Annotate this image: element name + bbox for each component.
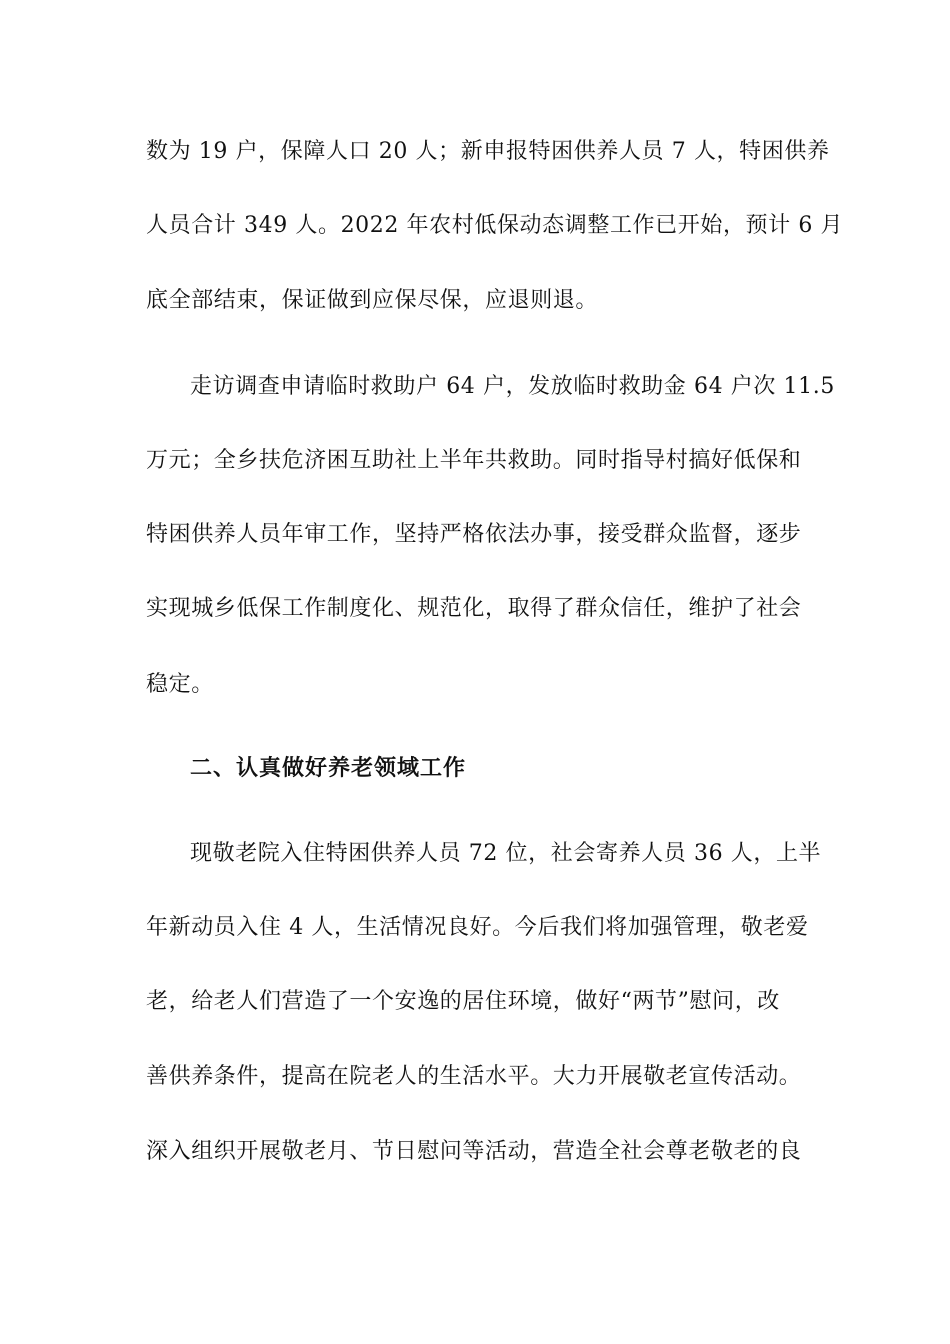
- paragraph-line: 深入组织开展敬老月、节日慰问等活动，营造全社会尊老敬老的良: [146, 1139, 802, 1164]
- paragraph-line: 特困供养人员年审工作，坚持严格依法办事，接受群众监督，逐步: [146, 522, 802, 547]
- paragraph-line: 老，给老人们营造了一个安逸的居住环境，做好“两节”慰问，改: [146, 989, 780, 1014]
- paragraph-line: 万元；全乡扶危济困互助社上半年共救助。同时指导村搞好低保和: [146, 448, 802, 473]
- paragraph-line: 走访调查申请临时救助户 64 户，发放临时救助金 64 户次 11.5: [190, 374, 835, 399]
- paragraph-line: 稳定。: [146, 672, 214, 697]
- paragraph-line: 底全部结束，保证做到应保尽保，应退则退。: [146, 288, 599, 313]
- paragraph-line: 人员合计 349 人。2022 年农村低保动态调整工作已开始，预计 6 月: [146, 213, 844, 238]
- paragraph-line: 现敬老院入住特困供养人员 72 位，社会寄养人员 36 人，上半: [190, 841, 822, 866]
- paragraph-line: 善供养条件，提高在院老人的生活水平。大力开展敬老宣传活动。: [146, 1064, 802, 1089]
- section-heading: 二、认真做好养老领域工作: [190, 756, 467, 781]
- paragraph-line: 实现城乡低保工作制度化、规范化，取得了群众信任，维护了社会: [146, 596, 802, 621]
- paragraph-line: 年新动员入住 4 人，生活情况良好。今后我们将加强管理，敬老爱: [146, 915, 809, 940]
- paragraph-line: 数为 19 户，保障人口 20 人；新申报特困供养人员 7 人，特困供养: [146, 139, 830, 164]
